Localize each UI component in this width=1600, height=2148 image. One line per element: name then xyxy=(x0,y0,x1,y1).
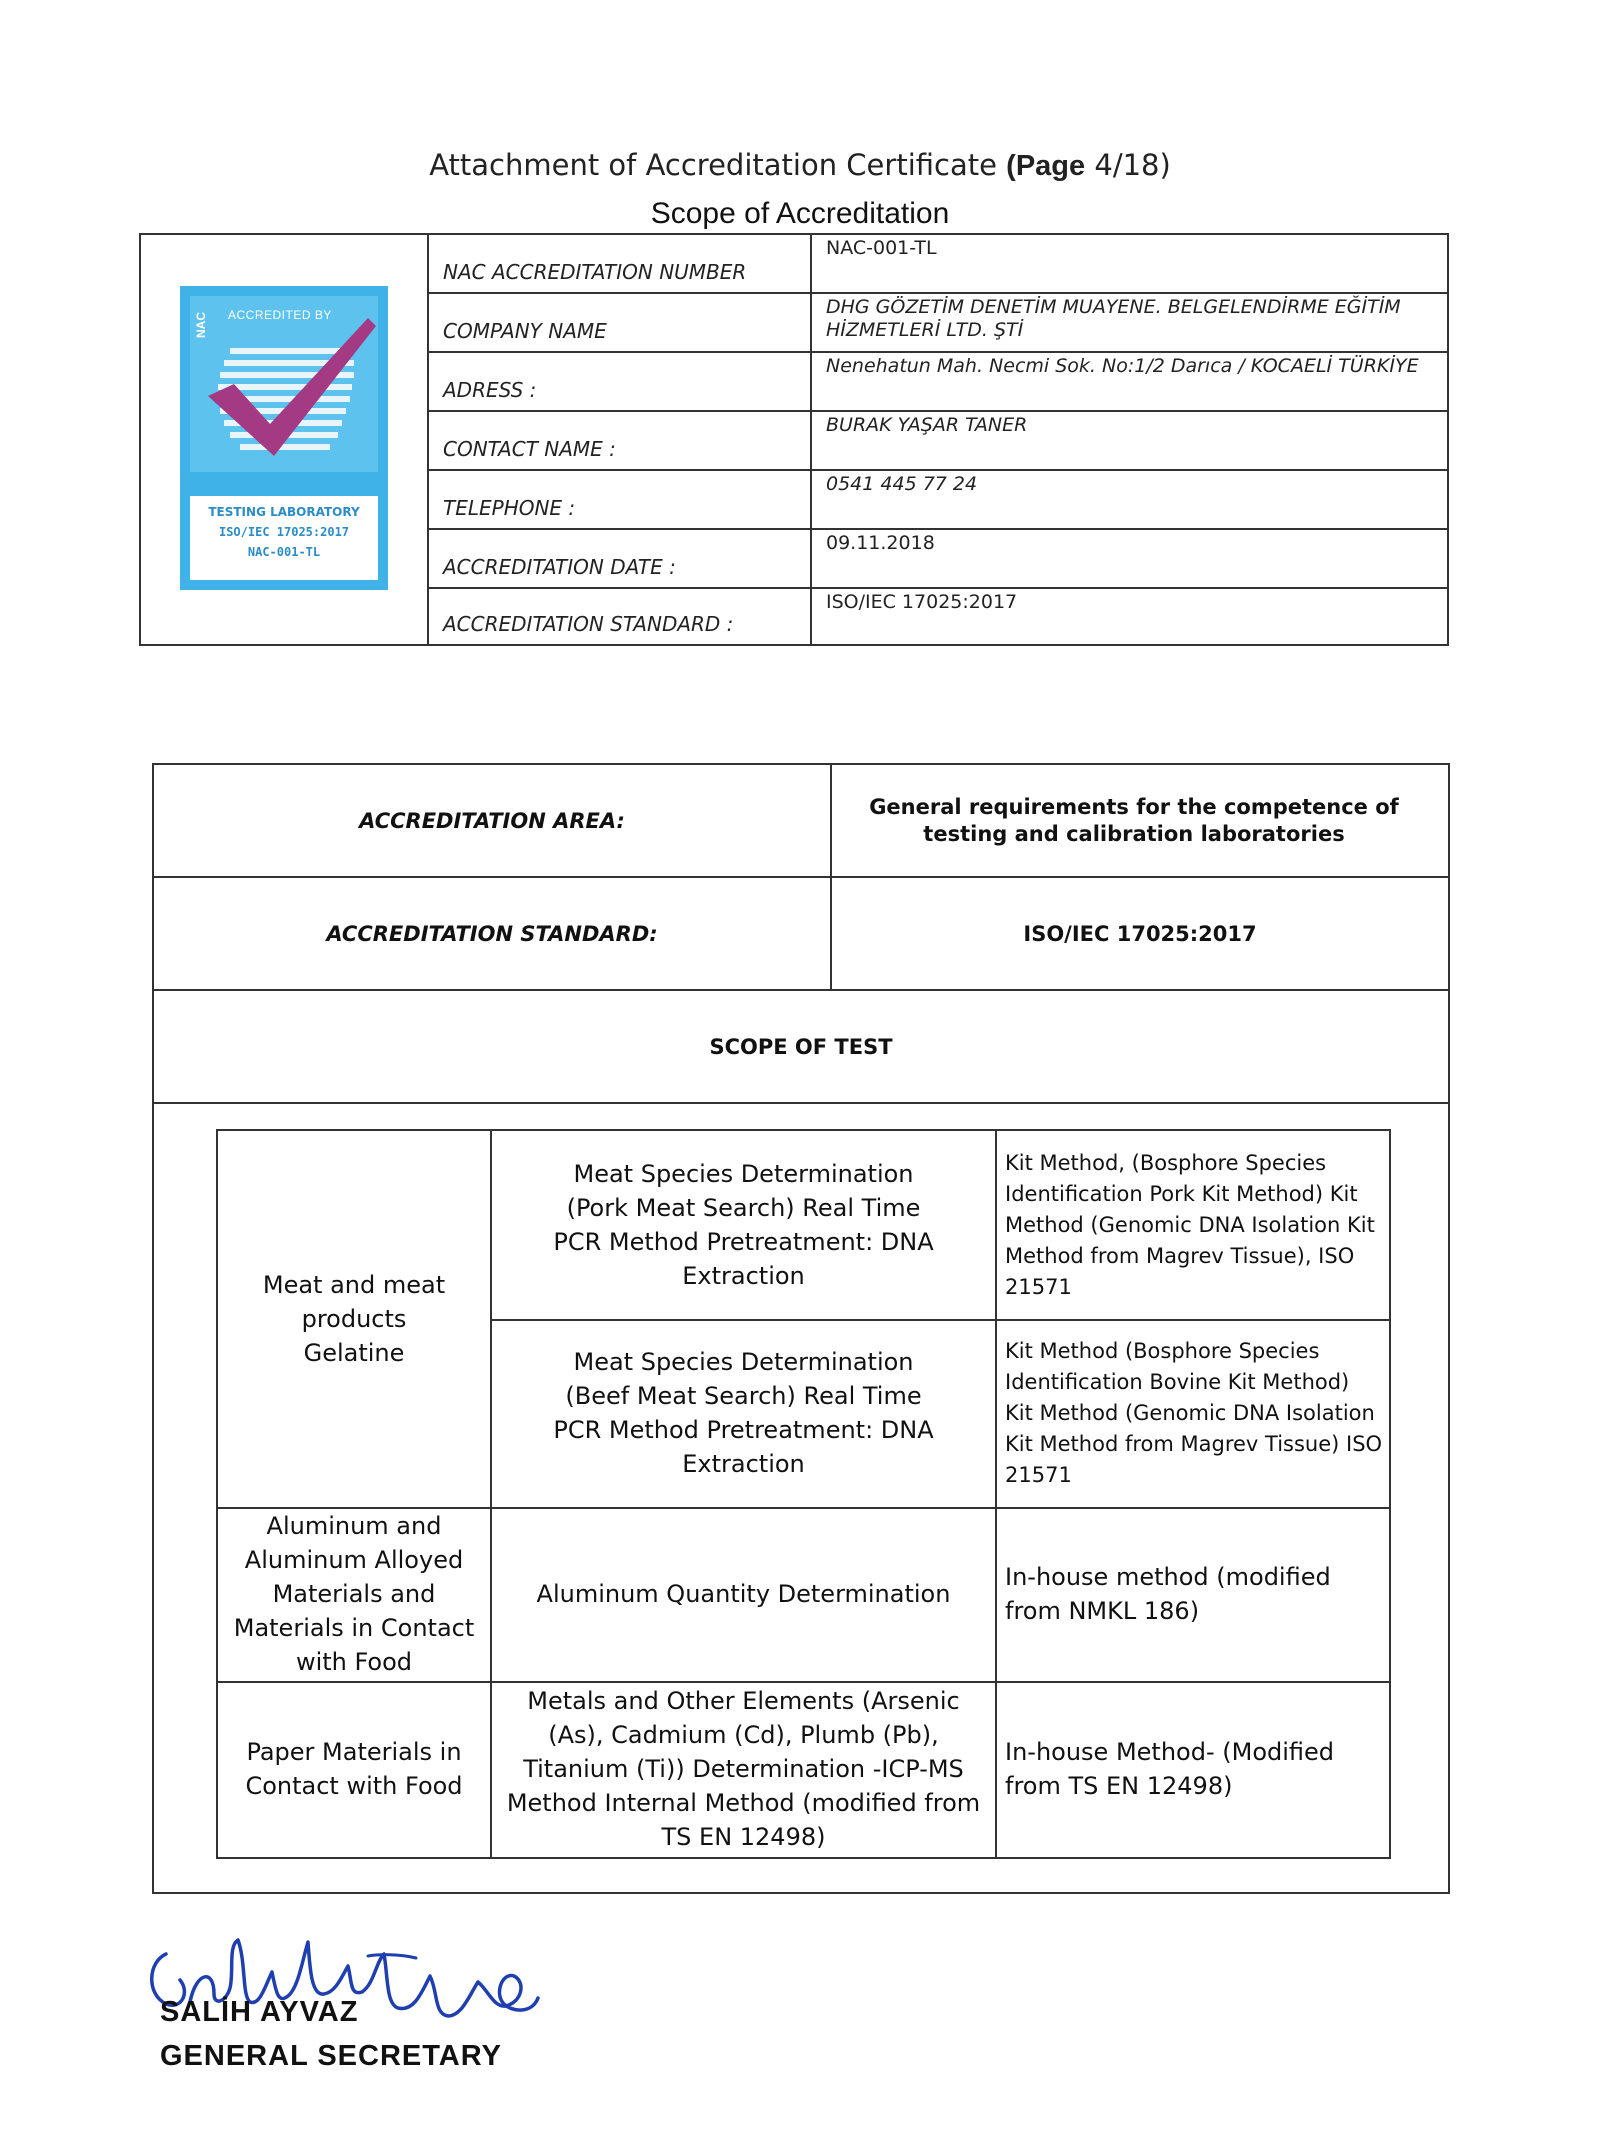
page-subtitle: Scope of Accreditation xyxy=(650,197,950,230)
test-beef-meat-search: Meat Species Determination (Beef Meat Search) Real Time PCR Method Pretreatment: DNA Extraction xyxy=(553,1348,934,1478)
info-row-nac-number xyxy=(429,235,1447,294)
accreditation-area-row xyxy=(154,765,1448,878)
accreditation-standard-value: ISO/IEC 17025:2017 xyxy=(1023,921,1257,946)
nac-accreditation-logo xyxy=(180,286,388,590)
info-value: 0541 445 77 24 xyxy=(826,473,978,495)
page-title xyxy=(0,148,1600,183)
accreditation-area-value: General requirements for the competence of testing and calibration laboratories xyxy=(869,794,1399,846)
info-value: ISO/IEC 17025:2017 xyxy=(826,591,1018,613)
accreditation-info-table xyxy=(427,235,1447,644)
info-label: ACCREDITATION DATE : xyxy=(429,530,812,587)
method-nmkl-186: In-house method (modified from NMKL 186) xyxy=(1005,1563,1331,1625)
logo-caption-line: TESTING LABORATORY xyxy=(208,505,360,519)
title-page-word: (Page xyxy=(1006,150,1086,182)
method-pork-kit: Kit Method, (Bosphore Species Identification Pork Kit Method) Kit Method (Genomic DNA Isolation Kit Method from Magrev Tissue), ISO 21571 xyxy=(1005,1150,1375,1299)
info-value: BURAK YAŞAR TANER xyxy=(826,414,1028,436)
accreditation-area-label: ACCREDITATION AREA: xyxy=(359,808,625,833)
info-label: COMPANY NAME xyxy=(429,294,812,351)
scope-of-test-row xyxy=(154,991,1448,1104)
scope-of-accreditation-box xyxy=(152,763,1450,1894)
test-metals-icp-ms: Metals and Other Elements (Arsenic (As), Cadmium (Cd), Plumb (Pb), Titanium (Ti)) Determination -ICP-MS Method Internal Method (modified from TS EN 12498) xyxy=(506,1687,981,1851)
info-label: ACCREDITATION STANDARD : xyxy=(429,589,812,644)
method-bovine-kit: Kit Method (Bosphore Species Identification Bovine Kit Method) Kit Method (Genomic DNA Isolation Kit Method from Magrev Tissue) ISO 21571 xyxy=(1005,1338,1383,1487)
info-row-accreditation-date xyxy=(429,530,1447,589)
logo-accredited-by: ACCREDITED BY xyxy=(228,308,332,322)
info-label: CONTACT NAME : xyxy=(429,412,812,469)
info-row-address xyxy=(429,353,1447,412)
logo-caption xyxy=(190,496,378,580)
info-value: DHG GÖZETİM DENETİM MUAYENE. BELGELENDİRME EĞİTİM HİZMETLERİ LTD. ŞTİ xyxy=(826,296,1401,341)
info-value: Nenehatun Mah. Necmi Sok. No:1/2 Darıca / KOCAELİ TÜRKİYE xyxy=(826,355,1419,377)
logo-caption-line: NAC-001-TL xyxy=(247,545,321,559)
accreditation-standard-label: ACCREDITATION STANDARD: xyxy=(326,921,658,946)
signatory-title: GENERAL SECRETARY xyxy=(160,2040,502,2072)
logo-caption-line: ISO/IEC 17025:2017 xyxy=(218,525,350,539)
title-prefix: Attachment of Accreditation Certificate xyxy=(429,148,997,182)
info-value: 09.11.2018 xyxy=(826,532,935,554)
product-paper-materials: Paper Materials in Contact with Food xyxy=(245,1738,463,1800)
info-row-telephone xyxy=(429,471,1447,530)
product-meat-gelatine: Meat and meat products Gelatine xyxy=(262,1271,446,1367)
info-label: NAC ACCREDITATION NUMBER xyxy=(429,235,812,292)
info-value: NAC-001-TL xyxy=(826,237,937,259)
test-scope-table xyxy=(216,1129,1391,1859)
info-label: TELEPHONE : xyxy=(429,471,812,528)
test-aluminum-quantity: Aluminum Quantity Determination xyxy=(536,1580,951,1608)
accreditation-standard-row xyxy=(154,878,1448,991)
logo-emblem xyxy=(190,296,378,472)
title-page-number: 4/18) xyxy=(1094,148,1171,182)
scope-of-test-heading: SCOPE OF TEST xyxy=(709,1034,893,1059)
info-row-company-name xyxy=(429,294,1447,353)
checkmark-icon xyxy=(190,296,378,472)
info-row-contact-name xyxy=(429,412,1447,471)
method-ts-en-12498: In-house Method- (Modified from TS EN 12498) xyxy=(1005,1738,1335,1800)
info-row-accreditation-standard xyxy=(429,589,1447,644)
logo-nac-text: NAC xyxy=(194,312,208,338)
signatory-name: SALİH AYVAZ xyxy=(160,1996,359,2028)
product-aluminum-materials: Aluminum and Aluminum Alloyed Materials and Materials in Contact with Food xyxy=(233,1512,475,1676)
test-pork-meat-search: Meat Species Determination (Pork Meat Search) Real Time PCR Method Pretreatment: DNA Extraction xyxy=(553,1160,934,1290)
info-label: ADRESS : xyxy=(429,353,812,410)
divider xyxy=(830,765,832,876)
